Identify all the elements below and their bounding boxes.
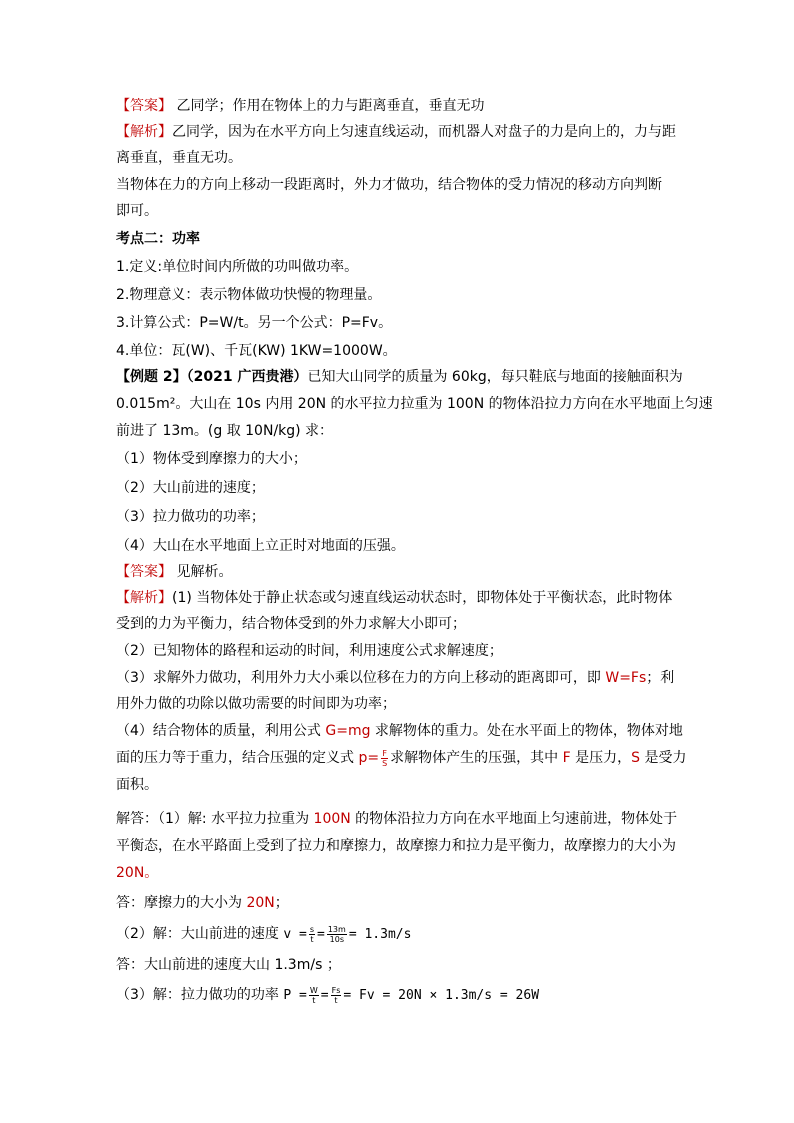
analysis-tag: 【解析】	[116, 124, 172, 140]
analysis-2-line3: （2）已知物体的路程和运动的时间，利用速度公式求解速度；	[116, 643, 503, 659]
section-item: 2.物理意义：表示物体做功快慢的物理量。	[116, 287, 382, 303]
answer-tag: 【答案】	[116, 98, 172, 114]
section-item: 3.计算公式：P=W/t。另一个公式：P=Fv。	[116, 315, 393, 331]
analysis-2-line7: 面的压力等于重力，结合压强的定义式 p= $\frac{F}{S}$ 求解物体产生的压强，其中 F 是压力，S 是受力	[116, 748, 687, 768]
example-source: （2021 广西贵港）	[186, 369, 308, 385]
fraction-w-over-t: $\frac{W}{t}$	[309, 985, 318, 1005]
formula-g-mg: G=mg	[325, 723, 371, 739]
example-2-line3: 前进了 13m。(g 取 10N/kg) 求：	[116, 423, 334, 439]
answer-text: 见解析。	[172, 564, 233, 580]
analysis-2-line8: 面积。	[116, 777, 158, 793]
fraction-13m-over-10s: $\frac{13m}{10s}$	[327, 924, 346, 944]
solution-line2: 平衡态，在水平路面上受到了拉力和摩擦力，故摩擦力和拉力是平衡力，故摩擦力的大小为	[116, 838, 676, 854]
analysis-2-line6: （4）结合物体的质量，利用公式 G=mg 求解物体的重力。处在水平面上的物体，物体对地	[116, 723, 683, 739]
analysis-tag: 【解析】	[116, 590, 172, 606]
fraction-fs-over-t: $\frac{Fs}{t}$	[331, 985, 341, 1005]
analysis-2-line1: 【解析】(1) 当物体处于静止状态或匀速直线运动状态时，即物体处于平衡状态，此时物体	[116, 590, 673, 606]
answer-line-1: 答：摩擦力的大小为 20N；	[116, 895, 289, 911]
analysis-1-line4: 即可。	[116, 203, 158, 219]
formula-p: p=	[358, 750, 380, 766]
example-tag: 【例题 2】	[116, 369, 187, 385]
solution-power: （3）解：拉力做功的功率 P = $\frac{W}{t}$ = $\frac{Fs}{t}$ = Fv = 20N × 1.3m/s = 26W	[116, 985, 540, 1005]
analysis-2-line5: 用外力做的功除以做功需要的时间即为功率；	[116, 696, 396, 712]
analysis-1-line2: 离垂直，垂直无功。	[116, 150, 242, 166]
question-item: （3）拉力做功的功率；	[116, 509, 265, 525]
answer-1	[116, 96, 484, 116]
answer-2	[116, 562, 232, 582]
formula-w-fs: W=Fs	[605, 670, 647, 686]
solution-velocity: （2）解：大山前进的速度 v = $\frac{s}{t}$ = $\frac{13m}{10s}$ = 1.3m/s	[116, 924, 412, 944]
question-item: （1）物体受到摩擦力的大小；	[116, 451, 307, 467]
answer-tag: 【答案】	[116, 564, 172, 580]
example-2-line1: 【例题 2】（2021 广西贵港）已知大山同学的质量为 60kg，每只鞋底与地面的接触面积为	[116, 369, 683, 385]
question-item: （2）大山前进的速度；	[116, 480, 265, 496]
solution-line3: 20N。	[116, 865, 159, 881]
example-2-line2: 0.015m²。大山在 10s 内用 20N 的水平拉力拉重为 100N 的物体沿拉力方向在水平地面上匀速	[116, 396, 713, 412]
analysis-2-line4: （3）求解外力做功，利用外力大小乘以位移在力的方向上移动的距离即可，即 W=Fs；利	[116, 670, 675, 686]
fraction-f-over-s: $\frac{F}{S}$	[382, 748, 388, 768]
answer-text: 乙同学；作用在物体上的力与距离垂直，垂直无功	[172, 98, 485, 114]
solution-line1: 解答：（1）解: 水平拉力拉重为 100N 的物体沿拉力方向在水平地面上匀速前进，物体处于	[116, 811, 678, 827]
analysis-1-line3: 当物体在力的方向上移动一段距离时，外力才做功，结合物体的受力情况的移动方向判断	[116, 177, 662, 193]
fraction-s-over-t: $\frac{s}{t}$	[309, 924, 315, 944]
section-title: 考点二：功率	[116, 231, 200, 247]
section-item: 1.定义:单位时间内所做的功叫做功率。	[116, 259, 359, 275]
question-item: （4）大山在水平地面上立正时对地面的压强。	[116, 538, 405, 554]
answer-line-2: 答：大山前进的速度大山 1.3m/s ；	[116, 957, 341, 973]
analysis-2-line2: 受到的力为平衡力，结合物体受到的外力求解大小即可；	[116, 616, 466, 632]
analysis-1-line1: 【解析】乙同学，因为在水平方向上匀速直线运动，而机器人对盘子的力是向上的，力与距	[116, 124, 676, 140]
section-item: 4.单位：瓦(W)、千瓦(KW) 1KW=1000W。	[116, 343, 397, 359]
